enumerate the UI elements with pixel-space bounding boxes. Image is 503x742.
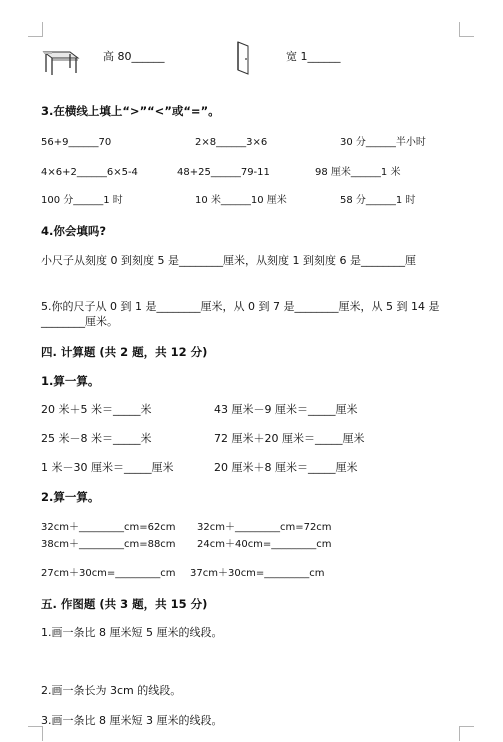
- crop-mark-bottom-right: [459, 726, 474, 741]
- sec4-q1-title: 1.算一算。: [41, 374, 100, 388]
- sec5-q3: 3.画一条比 8 厘米短 3 厘米的线段。: [41, 714, 223, 727]
- q3-cell: 30 分______半小时: [340, 137, 426, 148]
- sec5-q2: 2.画一条长为 3cm 的线段。: [41, 684, 182, 697]
- sec5-q1: 1.画一条比 8 厘米短 5 厘米的线段。: [41, 626, 223, 639]
- calc-item: 25 米－8 米＝_____米: [41, 432, 152, 445]
- cm-item: 37cm＋30cm=_________cm: [190, 568, 325, 579]
- cm-item: 32cm＋_________cm=72cm: [197, 522, 332, 533]
- calc-item: 43 厘米－9 厘米＝_____厘米: [214, 403, 358, 416]
- table-icon: [40, 46, 80, 76]
- crop-mark-top-left: [28, 22, 43, 37]
- crop-mark-top-right: [459, 22, 474, 37]
- q3-cell: 98 厘米______1 米: [315, 167, 401, 178]
- q4-title: 4.你会填吗?: [41, 224, 107, 238]
- q3-cell: 2×8______3×6: [195, 137, 268, 148]
- q3-cell: 56+9______70: [41, 137, 112, 148]
- q4-text: 小尺子从刻度 0 到刻度 5 是________厘米，从刻度 1 到刻度 6 是________厘: [41, 254, 416, 267]
- section-5-title: 五. 作图题 (共 3 题，共 15 分): [41, 597, 208, 611]
- section-4-title: 四. 计算题 (共 2 题，共 12 分): [41, 345, 208, 359]
- q3-cell: 10 米______10 厘米: [195, 195, 287, 206]
- height-label: 高 80______: [103, 50, 165, 63]
- q3-cell: 48+25______79-11: [177, 167, 270, 178]
- q5-line1: 5.你的尺子从 0 到 1 是________厘米，从 0 到 7 是________厘米，从 5 到 14 是: [41, 300, 440, 313]
- q3-cell: 4×6+2______6×5-4: [41, 167, 138, 178]
- calc-item: 20 厘米＋8 厘米＝_____厘米: [214, 461, 358, 474]
- calc-item: 72 厘米＋20 厘米＝_____厘米: [214, 432, 365, 445]
- cm-item: 24cm＋40cm=_________cm: [197, 539, 332, 550]
- width-label: 宽 1______: [286, 50, 341, 63]
- calc-item: 1 米－30 厘米＝_____厘米: [41, 461, 174, 474]
- cm-item: 38cm＋_________cm=88cm: [41, 539, 176, 550]
- door-icon: [236, 40, 250, 76]
- q3-cell: 100 分______1 时: [41, 195, 123, 206]
- cm-item: 27cm＋30cm=_________cm: [41, 568, 176, 579]
- cm-item: 32cm＋_________cm=62cm: [41, 522, 176, 533]
- sec4-q2-title: 2.算一算。: [41, 490, 100, 504]
- q3-cell: 58 分______1 时: [340, 195, 416, 206]
- calc-item: 20 米＋5 米＝_____米: [41, 403, 152, 416]
- q5-line2: ________厘米。: [41, 315, 118, 328]
- q3-title: 3.在横线上填上“>”“<”或“=”。: [41, 104, 220, 118]
